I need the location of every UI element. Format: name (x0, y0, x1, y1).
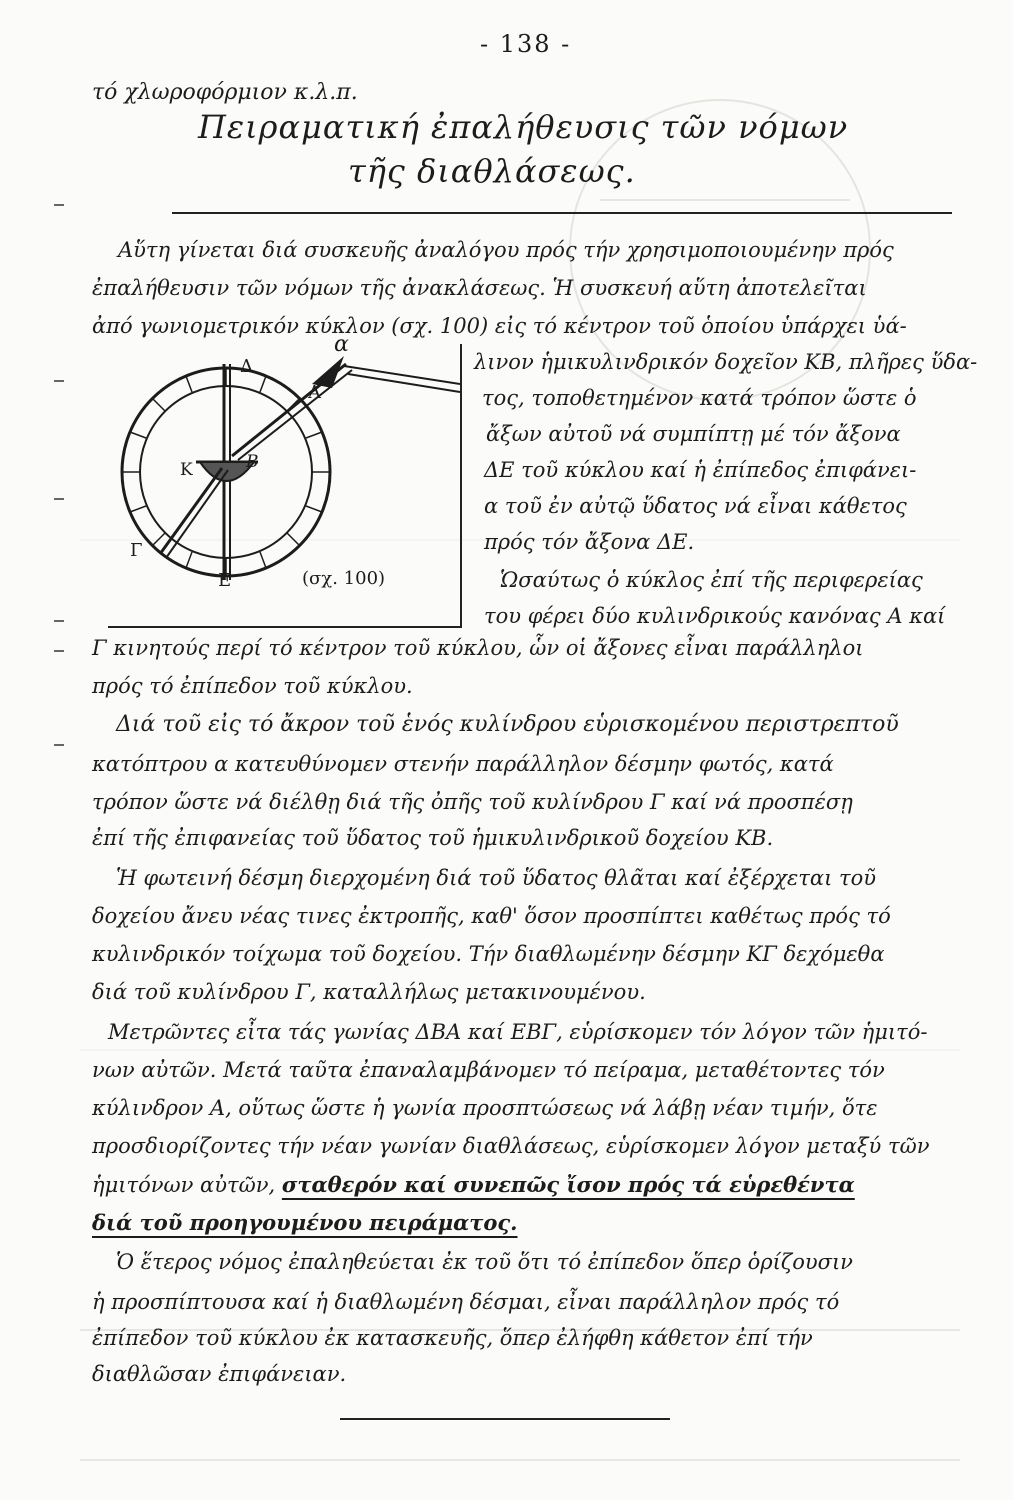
para5-line-2: ἡ προσπίπτουσα καί ἡ διαθλωμένη δέσμαι, εἶναι παράλληλον πρός τό (92, 1290, 840, 1314)
margin-mark (54, 380, 64, 382)
margin-mark (54, 744, 64, 746)
para5-line-4: διαθλῶσαν ἐπιφάνειαν. (92, 1362, 347, 1386)
side-line-6: πρός τόν ἄξονα ΔΕ. (484, 530, 695, 554)
margin-mark (54, 498, 64, 500)
figure-label-Gamma: Γ (130, 540, 143, 561)
para4-line-5-plain: ἡμιτόνων αὐτῶν, (92, 1173, 276, 1197)
para3-line-3: κυλινδρικόν τοίχωμα τοῦ δοχείου. Τήν διαθλωμένην δέσμην ΚΓ δεχόμεθα (92, 942, 885, 966)
para4-line-1: Μετρῶντες εἶτα τάς γωνίας ΔΒΑ καί ΕΒΓ, εὑρίσκομεν τόν λόγον τῶν ἡμιτό- (108, 1020, 928, 1044)
para3-line-4: διά τοῦ κυλίνδρου Γ, καταλλήλως μετακινουμένου. (92, 980, 646, 1004)
margin-mark (54, 620, 64, 622)
figure-label-A: Α (308, 382, 321, 403)
heading-rule (172, 212, 952, 214)
intro-line-3: ἀπό γωνιομετρικόν κύκλον (σχ. 100) εἰς τό κέντρον τοῦ ὁποίου ὑπάρχει ὑά- (92, 314, 907, 338)
margin-mark (54, 650, 64, 652)
side-line-1: λινον ἡμικυλινδρικόν δοχεῖον ΚΒ, πλῆρες ὕδα- (474, 350, 978, 374)
para2-line-4: ἐπί τῆς ἐπιφανείας τοῦ ὕδατος τοῦ ἡμικυλινδρικοῦ δοχείου ΚΒ. (92, 826, 774, 850)
para4-line-3: κύλινδρον Α, οὕτως ὥστε ἡ γωνία προσπτώσεως νά λάβῃ νέαν τιμήν, ὅτε (92, 1096, 878, 1120)
para5-line-1: Ὁ ἕτερος νόμος ἐπαληθεύεται ἐκ τοῦ ὅτι τό ἐπίπεδον ὅπερ ὁρίζουσιν (116, 1250, 853, 1274)
heading-line-2: τῆς διαθλάσεως. (348, 152, 636, 190)
figure-label-alpha: α (334, 332, 349, 357)
page-number: - 138 - (480, 30, 572, 58)
para2-line-1: Διά τοῦ εἰς τό ἄκρον τοῦ ἑνός κυλίνδρου εὑρισκομένου περιστρεπτοῦ (116, 712, 899, 737)
para4-emphasis-1: σταθερόν καί συνεπῶς ἴσον πρός τά εὑρεθέντα (281, 1172, 855, 1197)
side-line-3: ἄξων αὐτοῦ νά συμπίπτῃ μέ τόν ἄξονα (486, 422, 901, 446)
figure-label-Delta: Δ (240, 356, 253, 377)
side-line-8: του φέρει δύο κυλινδρικούς κανόνας Α καί (484, 604, 946, 628)
side-line-2: τος, τοποθετημένον κατά τρόπον ὥστε ὁ (482, 386, 917, 410)
first-line: τό χλωροφόρμιον κ.λ.π. (92, 80, 358, 105)
intro-line-2: ἐπαλήθευσιν τῶν νόμων τῆς ἀνακλάσεως. Ἡ συσκευή αὕτη ἀποτελεῖται (92, 276, 867, 300)
para2-line-2: κατόπτρου α κατευθύνομεν στενήν παράλληλον δέσμην φωτός, κατά (92, 752, 834, 776)
para4-line-5 (92, 1172, 855, 1197)
figure-label-B: Β (246, 452, 259, 472)
after-figure-line-1: Γ κινητούς περί τό κέντρον τοῦ κύκλου, ὧν οἱ ἄξονες εἶναι παράλληλοι (92, 636, 864, 660)
para4-emphasis-2: διά τοῦ προηγουμένου πειράματος. (92, 1210, 518, 1235)
para4-line-2: νων αὐτῶν. Μετά ταῦτα ἐπαναλαμβάνομεν τό πείραμα, μεταθέτοντες τόν (92, 1058, 885, 1082)
intro-line-1: Αὕτη γίνεται διά συσκευῆς ἀναλόγου πρός τήν χρησιμοποιουμένην πρός (118, 238, 894, 262)
para2-line-3: τρόπον ὥστε νά διέλθῃ διά τῆς ὀπῆς τοῦ κυλίνδρου Γ καί νά προσπέσῃ (92, 790, 853, 814)
para3-line-2: δοχείου ἄνευ νέας τινες ἐκτροπῆς, καθ' ὅσον προσπίπτει καθέτως πρός τό (92, 904, 891, 928)
side-line-4: ΔΕ τοῦ κύκλου καί ἡ ἐπίπεδος ἐπιφάνει- (484, 458, 917, 482)
figure-label-K: Κ (180, 460, 193, 480)
side-line-5: α τοῦ ἐν αὐτῷ ὕδατος νά εἶναι κάθετος (484, 494, 907, 518)
closing-rule (340, 1418, 670, 1420)
figure-caption: (σχ. 100) (302, 568, 386, 589)
margin-mark (54, 204, 64, 206)
side-line-7: Ὡσαύτως ὁ κύκλος ἐπί τῆς περιφερείας (500, 568, 923, 592)
figure-label-E: Ε (218, 570, 232, 591)
after-figure-line-2: πρός τό ἐπίπεδον τοῦ κύκλου. (92, 674, 413, 698)
figure-goniometer-diagram (108, 344, 460, 584)
para5-line-3: ἐπίπεδον τοῦ κύκλου ἐκ κατασκευῆς, ὅπερ ἐλήφθη κάθετον ἐπί τήν (92, 1326, 813, 1350)
para3-line-1: Ἡ φωτεινή δέσμη διερχομένη διά τοῦ ὕδατος θλᾶται καί ἐξέρχεται τοῦ (116, 866, 877, 890)
para4-line-4: προσδιορίζοντες τήν νέαν γωνίαν διαθλάσεως, εὑρίσκομεν λόγον μεταξύ τῶν (92, 1134, 930, 1158)
heading-line-1: Πειραματική ἐπαλήθευσις τῶν νόμων (198, 108, 849, 146)
